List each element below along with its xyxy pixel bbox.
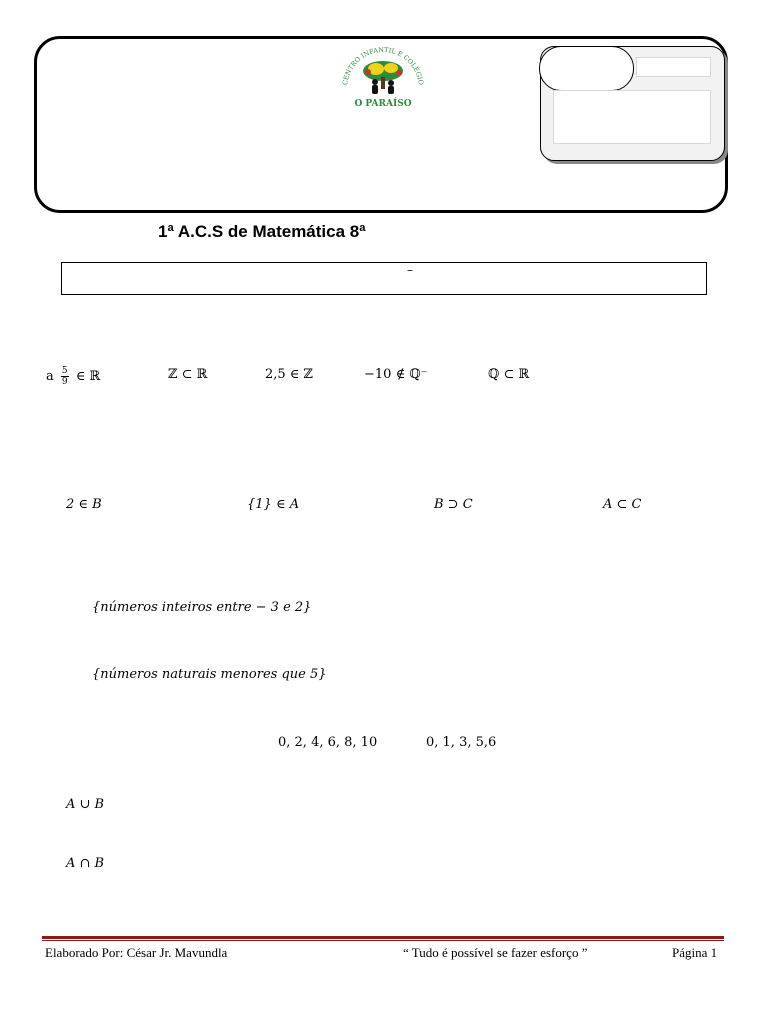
fraction: [61, 366, 69, 387]
q4-intersection: A ∩ B: [66, 856, 105, 871]
logo-arc-text: CENTRO INFANTIL E COLÉGIO: [341, 45, 425, 86]
q2-item-d: A ⊂ C: [603, 497, 642, 512]
test-title: 1ª A.C.S de Matemática 8ª: [158, 222, 366, 241]
q1-item-b: ℤ ⊂ ℝ: [168, 367, 208, 382]
student-name-field[interactable]: [61, 262, 707, 295]
fraction-numerator: 5: [61, 366, 68, 376]
name-field-mark: –: [407, 263, 413, 277]
footer-author: Elaborado Por: César Jr. Mavundla: [45, 945, 228, 960]
school-logo: [333, 44, 433, 116]
footer-page-number: Página 1: [672, 945, 718, 960]
q4-set-a: 0, 2, 4, 6, 8, 10: [278, 735, 378, 750]
q4-union: A ∪ B: [66, 797, 105, 812]
footer-quote: “ Tudo é possível se fazer esforço ”: [403, 945, 588, 960]
q1-item-d: −10 ∉ ℚ⁻: [364, 367, 428, 382]
q1-item-c: 2,5 ∈ ℤ: [265, 367, 314, 382]
footer-rule-thin: [42, 940, 724, 941]
q4-set-b: 0, 1, 3, 5,6: [426, 735, 497, 750]
q2-item-c: B ⊃ C: [434, 497, 473, 512]
q1-item-e: ℚ ⊂ ℝ: [488, 367, 530, 382]
q2-item-a: 2 ∈ B: [66, 497, 102, 512]
footer-rule: [42, 936, 724, 939]
logo-school-name: O PARAÍSO: [354, 99, 412, 109]
q1-item-a-rest: ∈ ℝ: [75, 369, 101, 384]
q2-item-b: {1} ∈ A: [247, 497, 300, 512]
grade-field-small[interactable]: [636, 57, 711, 77]
grade-label-tab: [539, 46, 634, 91]
grade-field[interactable]: [553, 90, 711, 144]
fraction-denominator: 9: [61, 377, 68, 387]
q1-item-a: [46, 366, 100, 387]
q1-prefix: a: [46, 369, 54, 384]
q3-set-a: {números inteiros entre − 3 e 2}: [92, 600, 312, 615]
q3-set-b: {números naturais menores que 5}: [92, 667, 327, 682]
